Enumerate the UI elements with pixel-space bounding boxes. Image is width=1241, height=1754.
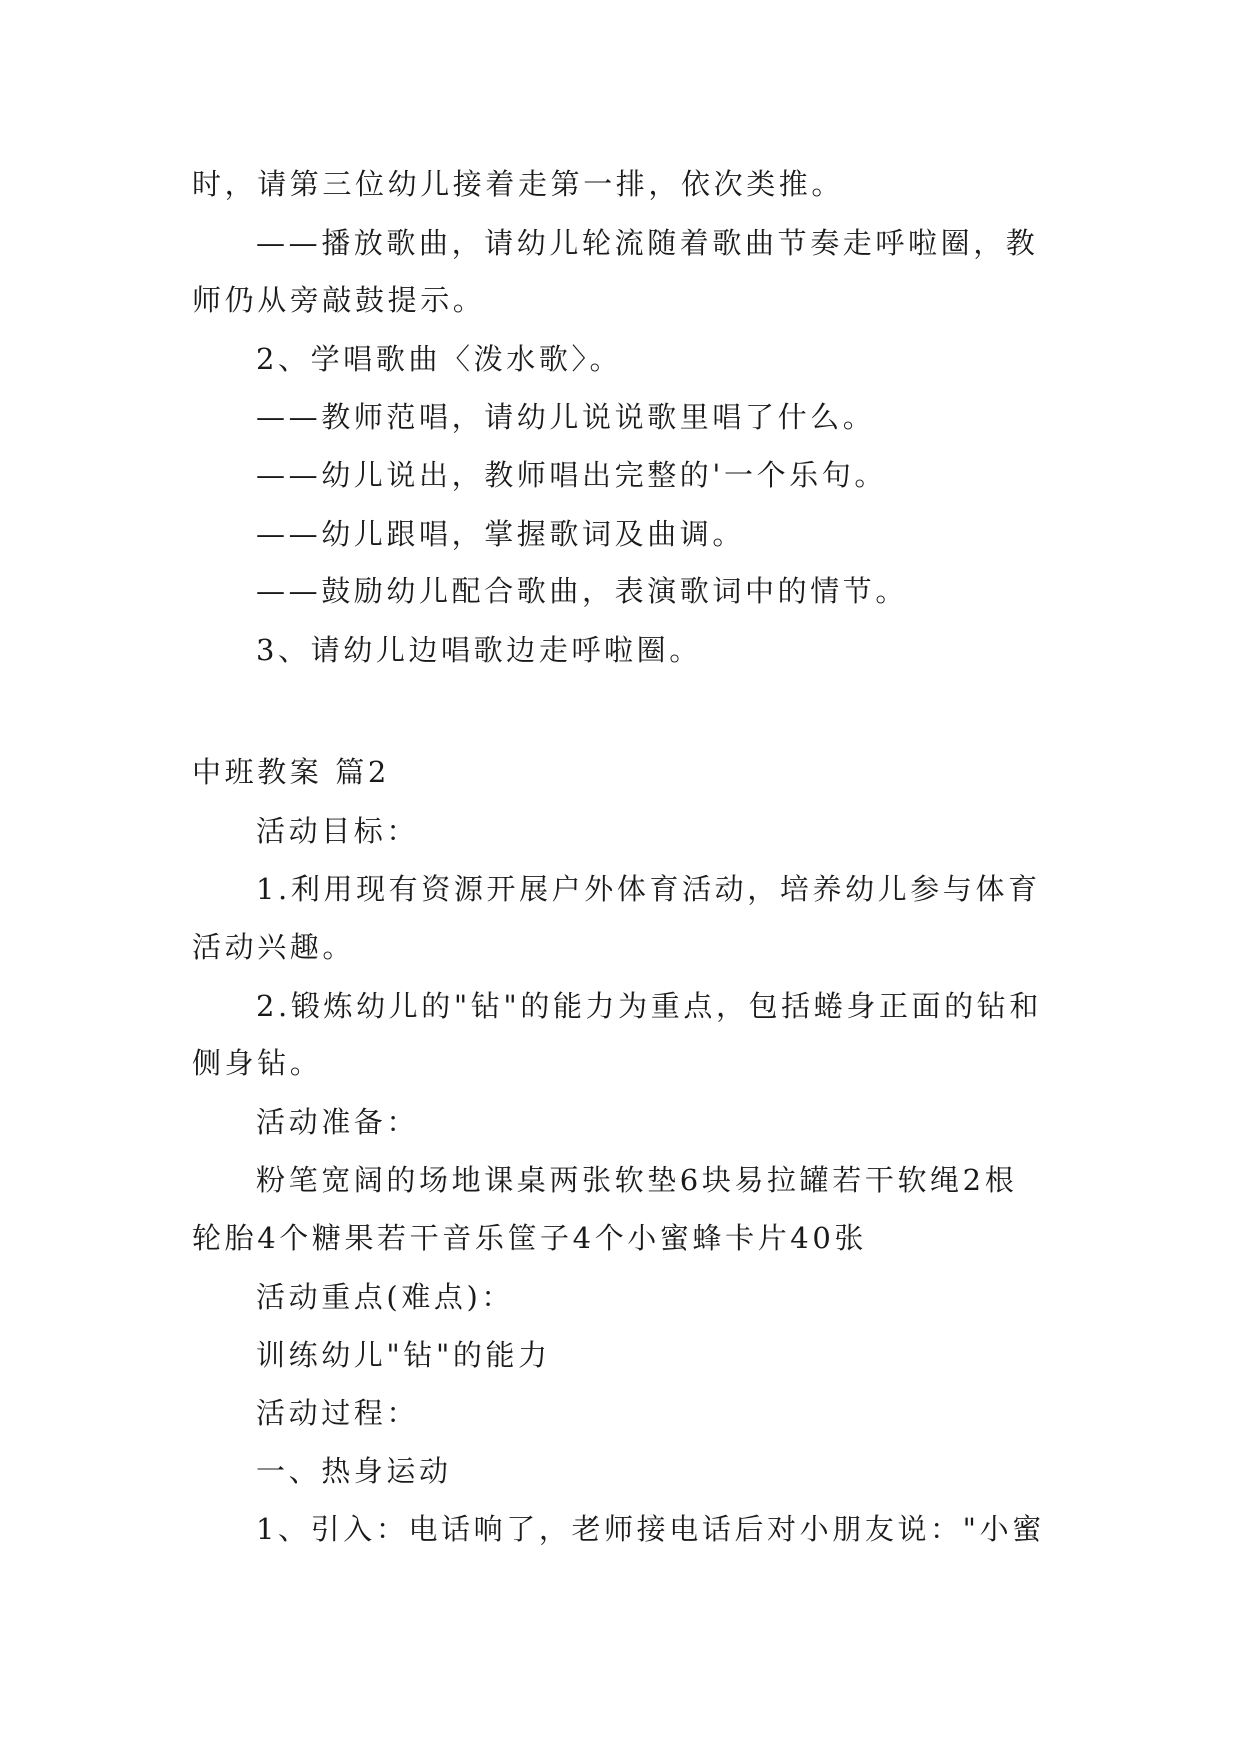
text-line: ——幼儿说出，教师唱出完整的'一个乐句。	[256, 458, 887, 492]
text-line: 活动兴趣。	[192, 930, 356, 964]
text-line: 3、请幼儿边唱歌边走呼啦圈。	[256, 633, 702, 667]
text-line: 师仍从旁敲鼓提示。	[192, 283, 486, 317]
text-line: 时，请第三位幼儿接着走第一排，依次类推。	[192, 167, 845, 201]
text-line: ——教师范唱，请幼儿说说歌里唱了什么。	[256, 400, 876, 434]
text-line: 活动目标：	[256, 814, 420, 848]
section-heading: 中班教案 篇2	[192, 755, 390, 789]
text-line: 2、学唱歌曲〈泼水歌〉。	[256, 342, 623, 376]
text-line: 侧身钻。	[192, 1046, 323, 1080]
text-line: ——鼓励幼儿配合歌曲，表演歌词中的情节。	[256, 574, 909, 608]
text-line: 活动过程：	[256, 1396, 420, 1430]
text-line: 活动准备：	[256, 1105, 420, 1139]
text-line: 1.利用现有资源开展户外体育活动，培养幼儿参与体育	[256, 872, 1041, 906]
text-line: 训练幼儿"钻"的能力	[256, 1338, 551, 1372]
text-line: 活动重点(难点)：	[256, 1280, 515, 1314]
text-line: 1、引入：电话响了，老师接电话后对小朋友说："小蜜	[256, 1512, 1045, 1546]
text-line: 一、热身运动	[256, 1454, 452, 1488]
text-line: 轮胎4个糖果若干音乐筐子4个小蜜蜂卡片40张	[192, 1221, 868, 1255]
text-line: 2.锻炼幼儿的"钻"的能力为重点，包括蜷身正面的钻和	[256, 989, 1042, 1023]
text-line: 粉笔宽阔的场地课桌两张软垫6块易拉罐若干软绳2根	[256, 1163, 1018, 1197]
text-line: ——幼儿跟唱，掌握歌词及曲调。	[256, 517, 746, 551]
text-line: ——播放歌曲，请幼儿轮流随着歌曲节奏走呼啦圈，教	[256, 226, 1039, 260]
